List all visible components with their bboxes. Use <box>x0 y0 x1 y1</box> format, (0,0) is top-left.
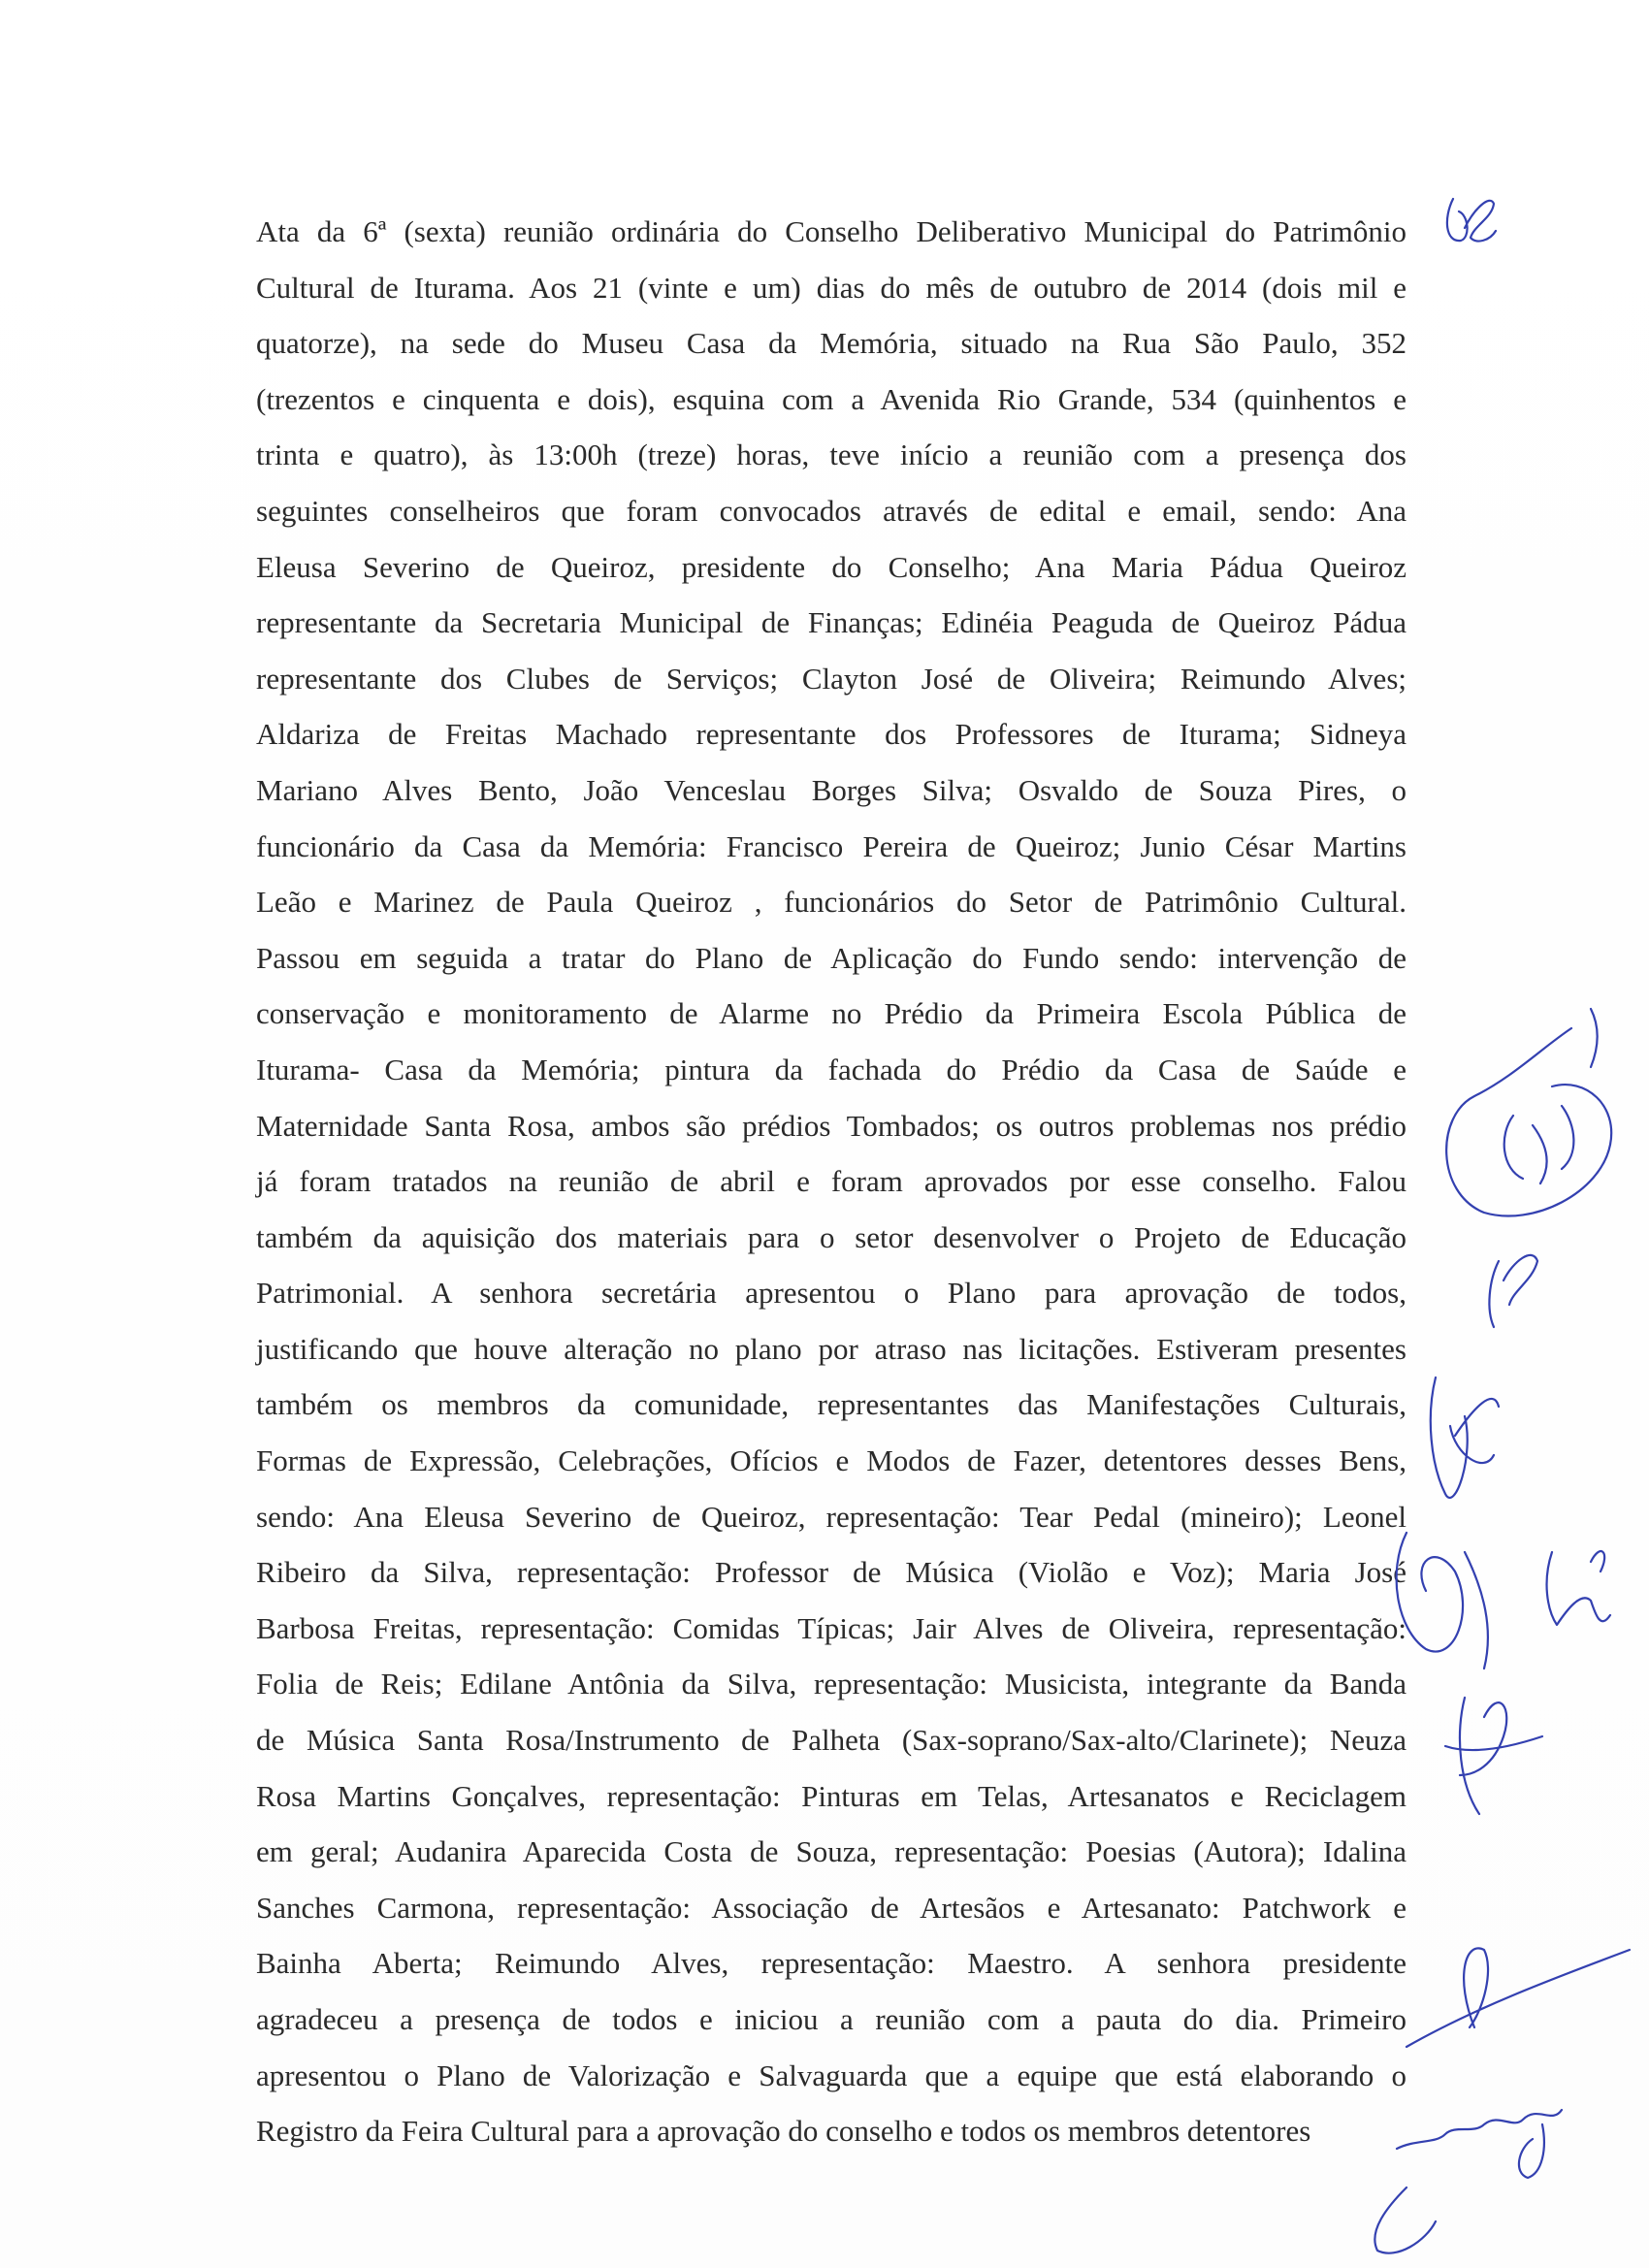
minutes-body <box>256 204 1406 2159</box>
text-line-32: Bainha Aberta; Reimundo Alves, representação: Maestro. A senhora presidente <box>256 1946 1406 1981</box>
text-line-1: Ata da 6ª (sexta) reunião ordinária do Conselho Deliberativo Municipal do Patrimônio <box>256 214 1406 248</box>
text-line-17: Maternidade Santa Rosa, ambos são prédios Tombados; os outros problemas nos prédio <box>256 1108 1406 1143</box>
text-line-31: Sanches Carmona, representação: Associação de Artesãos e Artesanato: Patchwork e <box>256 1890 1406 1925</box>
text-line-29: Rosa Martins Gonçalves, representação: Pinturas em Telas, Artesanatos e Reciclagem <box>256 1778 1406 1813</box>
text-line-9: representante dos Clubes de Serviços; Clayton José de Oliveira; Reimundo Alves; <box>256 661 1406 696</box>
wave-signature <box>1547 1551 1610 1625</box>
text-line-3: quatorze), na sede do Museu Casa da Memória, situado na Rua São Paulo, 352 <box>256 326 1406 361</box>
loop-signature <box>1446 1009 1611 1216</box>
bottom-signature <box>1397 2110 1562 2178</box>
short-signature <box>1489 1255 1537 1327</box>
text-line-30: em geral; Audanira Aparecida Costa de Souza, representação: Poesias (Autora); Idalina <box>256 1834 1406 1869</box>
text-line-25: Ribeiro da Silva, representação: Professor de Música (Violão e Voz); Maria José <box>256 1555 1406 1590</box>
text-line-20: Patrimonial. A senhora secretária apresentou o Plano para aprovação de todos, <box>256 1276 1406 1311</box>
curl-signature <box>1374 2187 1436 2253</box>
text-line-35: Registro da Feira Cultural para a aprovação do conselho e todos os membros detentores <box>256 2114 1311 2149</box>
text-line-12: funcionário da Casa da Memória: Francisco Pereira de Queiroz; Junio César Martins <box>256 828 1406 863</box>
text-line-2: Cultural de Iturama. Aos 21 (vinte e um) dias do mês de outubro de 2014 (dois mil e <box>256 270 1406 305</box>
text-line-18: já foram tratados na reunião de abril e foram aprovados por esse conselho. Falou <box>256 1164 1406 1199</box>
text-line-11: Mariano Alves Bento, João Venceslau Borges Silva; Osvaldo de Souza Pires, o <box>256 772 1406 807</box>
text-line-26: Barbosa Freitas, representação: Comidas Típicas; Jair Alves de Oliveira, representação: <box>256 1610 1406 1645</box>
text-line-10: Aldariza de Freitas Machado representante dos Professores de Iturama; Sidneya <box>256 717 1406 752</box>
text-line-28: de Música Santa Rosa/Instrumento de Palheta (Sax-soprano/Sax-alto/Clarinete); Neuza <box>256 1723 1406 1758</box>
text-line-8: representante da Secretaria Municipal de Finanças; Edinéia Peaguda de Queiroz Pádua <box>256 605 1406 640</box>
long-stroke-signature <box>1406 1948 1630 2047</box>
text-line-16: Iturama- Casa da Memória; pintura da fachada do Prédio da Casa de Saúde e <box>256 1052 1406 1086</box>
text-line-24: sendo: Ana Eleusa Severino de Queiroz, representação: Tear Pedal (mineiro); Leonel <box>256 1499 1406 1534</box>
text-line-23: Formas de Expressão, Celebrações, Ofícios e Modos de Fazer, detentores desses Bens, <box>256 1443 1406 1478</box>
text-line-21: justificando que houve alteração no plano por atraso nas licitações. Estiveram presentes <box>256 1331 1406 1366</box>
text-line-27: Folia de Reis; Edilane Antônia da Silva, representação: Musicista, integrante da Banda <box>256 1667 1406 1701</box>
text-line-6: seguintes conselheiros que foram convocados através de edital e email, sendo: Ana <box>256 493 1406 528</box>
text-line-34: apresentou o Plano de Valorização e Salvaguarda que a equipe que está elaborando o <box>256 2057 1406 2092</box>
text-line-13: Leão e Marinez de Paula Queiroz , funcionários do Setor de Patrimônio Cultural. <box>256 885 1406 920</box>
text-line-14: Passou em seguida a tratar do Plano de Aplicação do Fundo sendo: intervenção de <box>256 940 1406 975</box>
text-line-19: também da aquisição dos materiais para o setor desenvolver o Projeto de Educação <box>256 1219 1406 1254</box>
text-line-33: agradeceu a presença de todos e iniciou a reunião com a pauta do dia. Primeiro <box>256 2002 1406 2036</box>
text-line-22: também os membros da comunidade, representantes das Manifestações Culturais, <box>256 1387 1406 1422</box>
scribble-signature <box>1431 1377 1499 1498</box>
initials-signature <box>1447 199 1496 242</box>
text-line-15: conservação e monitoramento de Alarme no Prédio da Primeira Escola Pública de <box>256 996 1406 1031</box>
flourish-signature <box>1397 1533 1488 1669</box>
text-line-5: trinta e quatro), às 13:00h (treze) horas, teve início a reunião com a presença dos <box>256 437 1406 472</box>
crossed-signature <box>1445 1698 1542 1814</box>
text-line-4: (trezentos e cinquenta e dois), esquina com a Avenida Rio Grande, 534 (quinhentos e <box>256 381 1406 416</box>
text-line-7: Eleusa Severino de Queiroz, presidente do Conselho; Ana Maria Pádua Queiroz <box>256 549 1406 584</box>
